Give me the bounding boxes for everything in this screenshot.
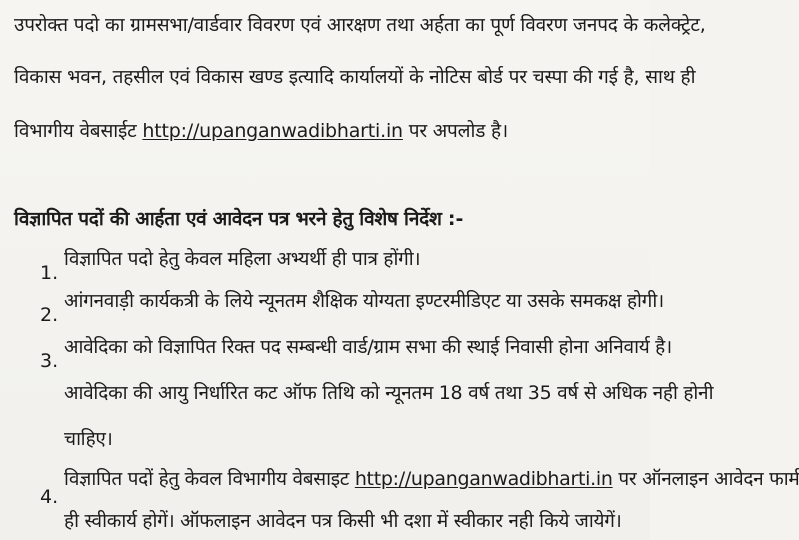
section-heading-suffix: :- [447, 208, 464, 230]
list-item-3-line-1: आवेदिका को विज्ञापित रिक्त पद सम्बन्धी वार्ड/ग्राम सभा की स्थाई निवासी होना अनिवार्य है। [64, 336, 672, 358]
list-item-text-line-1 [64, 336, 672, 358]
intro-line-3 [14, 120, 508, 142]
intro-line-1 [14, 14, 706, 36]
list-item-4-prefix: विज्ञापित पदों हेतु केवल विभागीय वेबसाइट [64, 468, 355, 490]
intro-line-2 [14, 66, 696, 88]
list-item-text: विज्ञापित पदो हेतु केवल महिला अभ्यर्थी ही पात्र होंगी। [64, 248, 421, 270]
section-heading [14, 208, 463, 230]
list-item-text-line-2: ही स्वीकार्य होगें। ऑफलाइन आवेदन पत्र किसी भी दशा में स्वीकार नही किये जायेगें। [64, 510, 622, 532]
list-item-4-suffix: पर ऑनलाइन आवेदन फार्म [612, 468, 799, 490]
list-item-number: 1. [40, 262, 59, 284]
list-item-3-line-2: आवेदिका की आयु निर्धारित कट ऑफ तिथि को न्यूनतम 18 वर्ष तथा 35 वर्ष से अधिक नही होनी [64, 382, 714, 404]
list-item-text: आंगनवाड़ी कार्यकत्री के लिये न्यूनतम शैक्षिक योग्यता इण्टरमीडिएट या उसके समकक्ष होगी। [64, 290, 664, 312]
intro-line-3-suffix: पर अपलोड है। [402, 120, 508, 142]
intro-line-1-text: उपरोक्त पदो का ग्रामसभा/वार्डवार विवरण एवं आरक्षण तथा अर्हता का पूर्ण विवरण जनपद के कलेक्ट्रेट, [14, 14, 706, 36]
list-item-number: 3. [40, 350, 59, 372]
intro-line-2-text: विकास भवन, तहसील एवं विकास खण्ड इत्यादि कार्यालयों के नोटिस बोर्ड पर चस्पा की गई है, साथ ही [14, 66, 696, 88]
list-item-text-line-1 [64, 468, 799, 490]
section-heading-text: विज्ञापित पदों की आर्हता एवं आवेदन पत्र भरने हेतु विशेष निर्देश [14, 208, 442, 230]
list-item-number: 2. [40, 304, 59, 326]
website-link[interactable]: http://upanganwadibharti.in [354, 468, 613, 490]
list-item-text-line-3: चाहिए। [64, 428, 113, 450]
website-link[interactable]: http://upanganwadibharti.in [142, 120, 403, 142]
intro-line-3-prefix: विभागीय वेबसाईट [14, 120, 143, 142]
list-item-text-line-2 [64, 382, 714, 404]
list-item-number: 4. [40, 486, 59, 508]
